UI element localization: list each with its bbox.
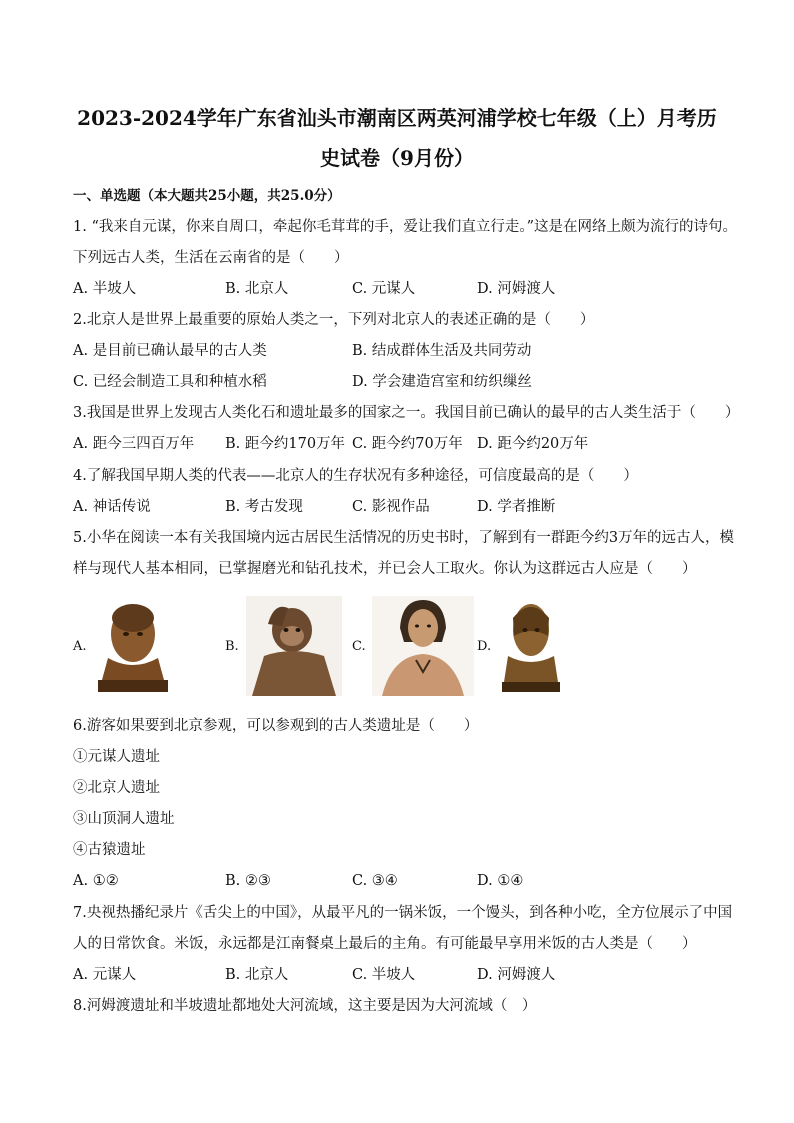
q7-option-c: C. 半坡人 — [352, 967, 416, 983]
q6-option-a: A. ①② — [73, 873, 119, 889]
q2-option-a: A. 是目前已确认最早的古人类 — [73, 343, 267, 359]
q6-item-2: ②北京人遗址 — [73, 780, 160, 796]
q1-stem-line1: 1. “我来自元谋，你来自周口，牵起你毛茸茸的手，爱让我们直立行走。”这是在网络上颇为流行的诗句。 — [73, 219, 738, 235]
q2-option-d: D. 学会建造宫室和纺织缫丝 — [352, 374, 532, 390]
q6-item-1: ①元谋人遗址 — [73, 749, 160, 765]
q4-option-c: C. 影视作品 — [352, 499, 430, 515]
exam-title-line2: 史试卷（9月份） — [320, 146, 474, 170]
exam-title-line1: 2023-2024学年广东省汕头市潮南区两英河浦学校七年级（上）月考历 — [77, 106, 717, 130]
q4-option-a: A. 神话传说 — [73, 499, 151, 515]
q7-stem-line2: 人的日常饮食。米饭，永远都是江南餐桌上最后的主角。有可能最早享用米饭的古人类是（ ） — [73, 936, 697, 952]
q7-option-a: A. 元谋人 — [73, 967, 137, 983]
q5-image-c-man — [372, 596, 474, 696]
q1-stem-line2: 下列远古人类，生活在云南省的是（ ） — [73, 250, 349, 266]
q6-option-b: B. ②③ — [225, 873, 271, 889]
q2-option-c: C. 已经会制造工具和种植水稻 — [73, 374, 267, 390]
q6-item-4: ④古猿遗址 — [73, 842, 146, 858]
q5-stem-line1: 5.小华在阅读一本有关我国境内远古居民生活情况的历史书时，了解到有一群距今约3万年的远古人，模 — [73, 530, 735, 546]
q1-option-c: C. 元谋人 — [352, 281, 416, 297]
q5-stem-line2: 样与现代人基本相同，已掌握磨光和钻孔技术，并已会人工取火。你认为这群远古人应是（ ） — [73, 561, 697, 577]
q5-option-c: C. — [352, 639, 366, 654]
q4-option-b: B. 考古发现 — [225, 499, 303, 515]
q8-stem: 8.河姆渡遗址和半坡遗址都地处大河流域，这主要是因为大河流域（ ） — [73, 998, 537, 1014]
q5-option-b: B. — [225, 639, 239, 654]
q1-option-a: A. 半坡人 — [73, 281, 137, 297]
q4-stem: 4.了解我国早期人类的代表——北京人的生存状况有多种途径，可信度最高的是（ ） — [73, 468, 638, 484]
q3-option-b: B. 距今约170万年 — [225, 436, 346, 452]
q3-option-c: C. 距今约70万年 — [352, 436, 463, 452]
q7-stem-line1: 7.央视热播纪录片《舌尖上的中国》，从最平凡的一锅米饭，一个馒头，到各种小吃，全方位展示了中国 — [73, 905, 733, 921]
q7-option-d: D. 河姆渡人 — [477, 967, 556, 983]
q5-image-a-bust — [94, 596, 172, 696]
q6-item-3: ③山顶洞人遗址 — [73, 811, 175, 827]
q6-option-d: D. ①④ — [477, 873, 524, 889]
q3-option-d: D. 距今约20万年 — [477, 436, 589, 452]
q5-option-d: D. — [477, 639, 492, 654]
q2-option-b: B. 结成群体生活及共同劳动 — [352, 343, 532, 359]
q6-option-c: C. ③④ — [352, 873, 398, 889]
section-heading: 一、单选题（本大题共25小题，共25.0分） — [73, 188, 341, 204]
q1-option-d: D. 河姆渡人 — [477, 281, 556, 297]
q3-stem: 3.我国是世界上发现古人类化石和遗址最多的国家之一。我国目前已确认的最早的古人类生活于（ ） — [73, 405, 740, 421]
q5-option-a: A. — [73, 639, 87, 654]
q2-stem: 2.北京人是世界上最重要的原始人类之一，下列对北京人的表述正确的是（ ） — [73, 312, 595, 328]
q7-option-b: B. 北京人 — [225, 967, 289, 983]
q1-option-b: B. 北京人 — [225, 281, 289, 297]
q5-image-b-apeman — [246, 596, 342, 696]
q3-option-a: A. 距今三四百万年 — [73, 436, 195, 452]
q4-option-d: D. 学者推断 — [477, 499, 556, 515]
q5-image-d-bust — [498, 596, 564, 696]
q6-stem: 6.游客如果要到北京参观，可以参观到的古人类遗址是（ ） — [73, 718, 479, 734]
